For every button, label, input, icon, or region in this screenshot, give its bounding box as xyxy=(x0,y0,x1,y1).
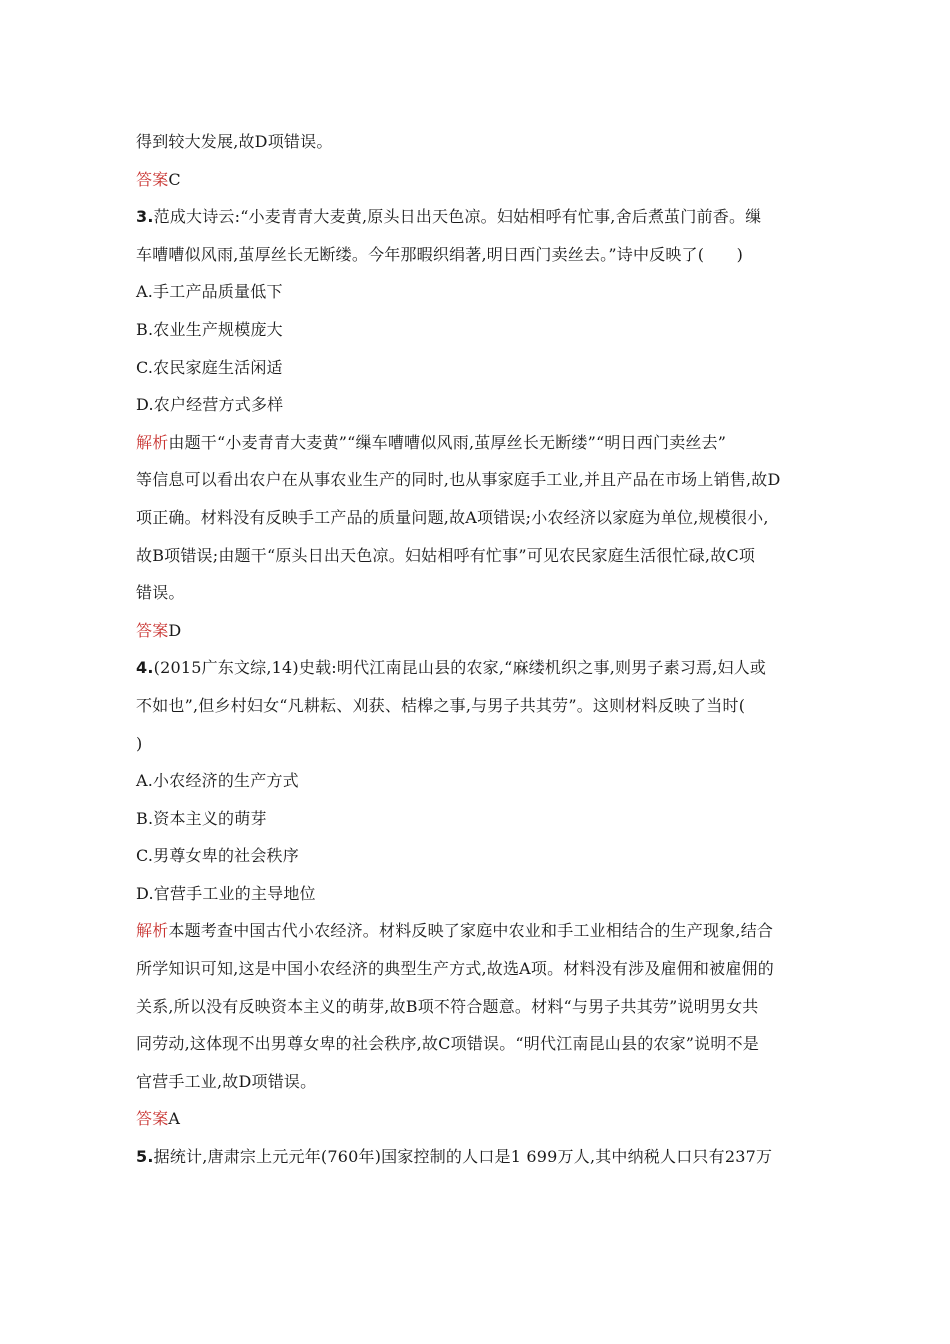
q4-analysis-line-5: 官营手工业,故D项错误。 xyxy=(136,1071,317,1091)
q4-option-c: C.男尊女卑的社会秩序 xyxy=(136,846,299,866)
q3-option-a: A.手工产品质量低下 xyxy=(136,282,283,302)
q3-analysis-line-3: 项正确。材料没有反映手工产品的质量问题,故A项错误;小农经济以家庭为单位,规模很小, xyxy=(136,507,769,527)
q3-analysis-line-2: 等信息可以看出农户在从事农业生产的同时,也从事家庭手工业,并且产品在市场上销售,故D xyxy=(136,470,781,490)
q4-analysis-line-3: 关系,所以没有反映资本主义的萌芽,故B项不符合题意。材料“与男子共其劳”说明男女共 xyxy=(136,996,759,1016)
analysis-label: 解析 xyxy=(136,432,169,452)
q3-option-b: B.农业生产规模庞大 xyxy=(136,319,283,339)
q4-option-a: A.小农经济的生产方式 xyxy=(136,771,299,791)
q4-stem-line-2: 不如也”,但乡村妇女“凡耕耘、刈获、桔槔之事,与男子共其劳”。这则材料反映了当时( xyxy=(136,695,746,715)
q2-answer-value: C xyxy=(168,169,181,189)
q4-stem-line-1: 4.(2015广东文综,14)史载:明代江南昆山县的农家,“麻缕机织之事,则男子素习焉,妇人或 xyxy=(136,658,767,678)
q5-stem-line-1: 5.据统计,唐肃宗上元元年(760年)国家控制的人口是1 699万人,其中纳税人口只有237万 xyxy=(136,1147,773,1167)
document-content xyxy=(136,123,816,1176)
q3-stem-line-1: 3.范成大诗云:“小麦青青大麦黄,原头日出天色凉。妇姑相呼有忙事,舍后煮茧门前香。缫 xyxy=(136,207,762,227)
q4-answer-value: A xyxy=(168,1109,181,1129)
q3-analysis-line-5: 错误。 xyxy=(136,583,185,603)
q3-answer-line xyxy=(136,612,816,650)
analysis-label: 解析 xyxy=(136,921,169,941)
q3-number: 3. xyxy=(136,207,154,227)
continuation-text: 得到较大发展,故D项错误。 xyxy=(136,132,333,151)
q4-answer-line xyxy=(136,1100,816,1138)
answer-label: 答案 xyxy=(136,1109,169,1129)
q4-analysis-line-4: 同劳动,这体现不出男尊女卑的社会秩序,故C项错误。“明代江南昆山县的农家”说明不是 xyxy=(136,1034,759,1054)
q4-stem-line-3: ) xyxy=(136,733,143,753)
answer-label: 答案 xyxy=(136,620,169,640)
q4-number: 4. xyxy=(136,658,154,678)
q4-analysis-line-2: 所学知识可知,这是中国小农经济的典型生产方式,故选A项。材料没有涉及雇佣和被雇佣的 xyxy=(136,959,774,979)
q4-analysis-line-1: 解析本题考查中国古代小农经济。材料反映了家庭中农业和手工业相结合的生产现象,结合 xyxy=(136,921,774,941)
q3-analysis-line-4: 故B项错误;由题干“原头日出天色凉。妇姑相呼有忙事”可见农民家庭生活很忙碌,故C项 xyxy=(136,545,756,565)
q5-number: 5. xyxy=(136,1147,154,1167)
q4-option-b: B.资本主义的萌芽 xyxy=(136,808,267,828)
q2-answer-line xyxy=(136,161,816,199)
q4-option-d: D.官营手工业的主导地位 xyxy=(136,883,316,903)
q3-analysis-line-1: 解析由题干“小麦青青大麦黄”“缫车嘈嘈似风雨,茧厚丝长无断缕”“明日西门卖丝去” xyxy=(136,432,727,452)
q3-answer-value: D xyxy=(168,620,182,640)
q3-option-d: D.农户经营方式多样 xyxy=(136,395,284,415)
answer-label: 答案 xyxy=(136,169,169,189)
q3-stem-line-2: 车嘈嘈似风雨,茧厚丝长无断缕。今年那暇织绢著,明日西门卖丝去。”诗中反映了( ) xyxy=(136,244,744,264)
q3-option-c: C.农民家庭生活闲适 xyxy=(136,357,283,377)
